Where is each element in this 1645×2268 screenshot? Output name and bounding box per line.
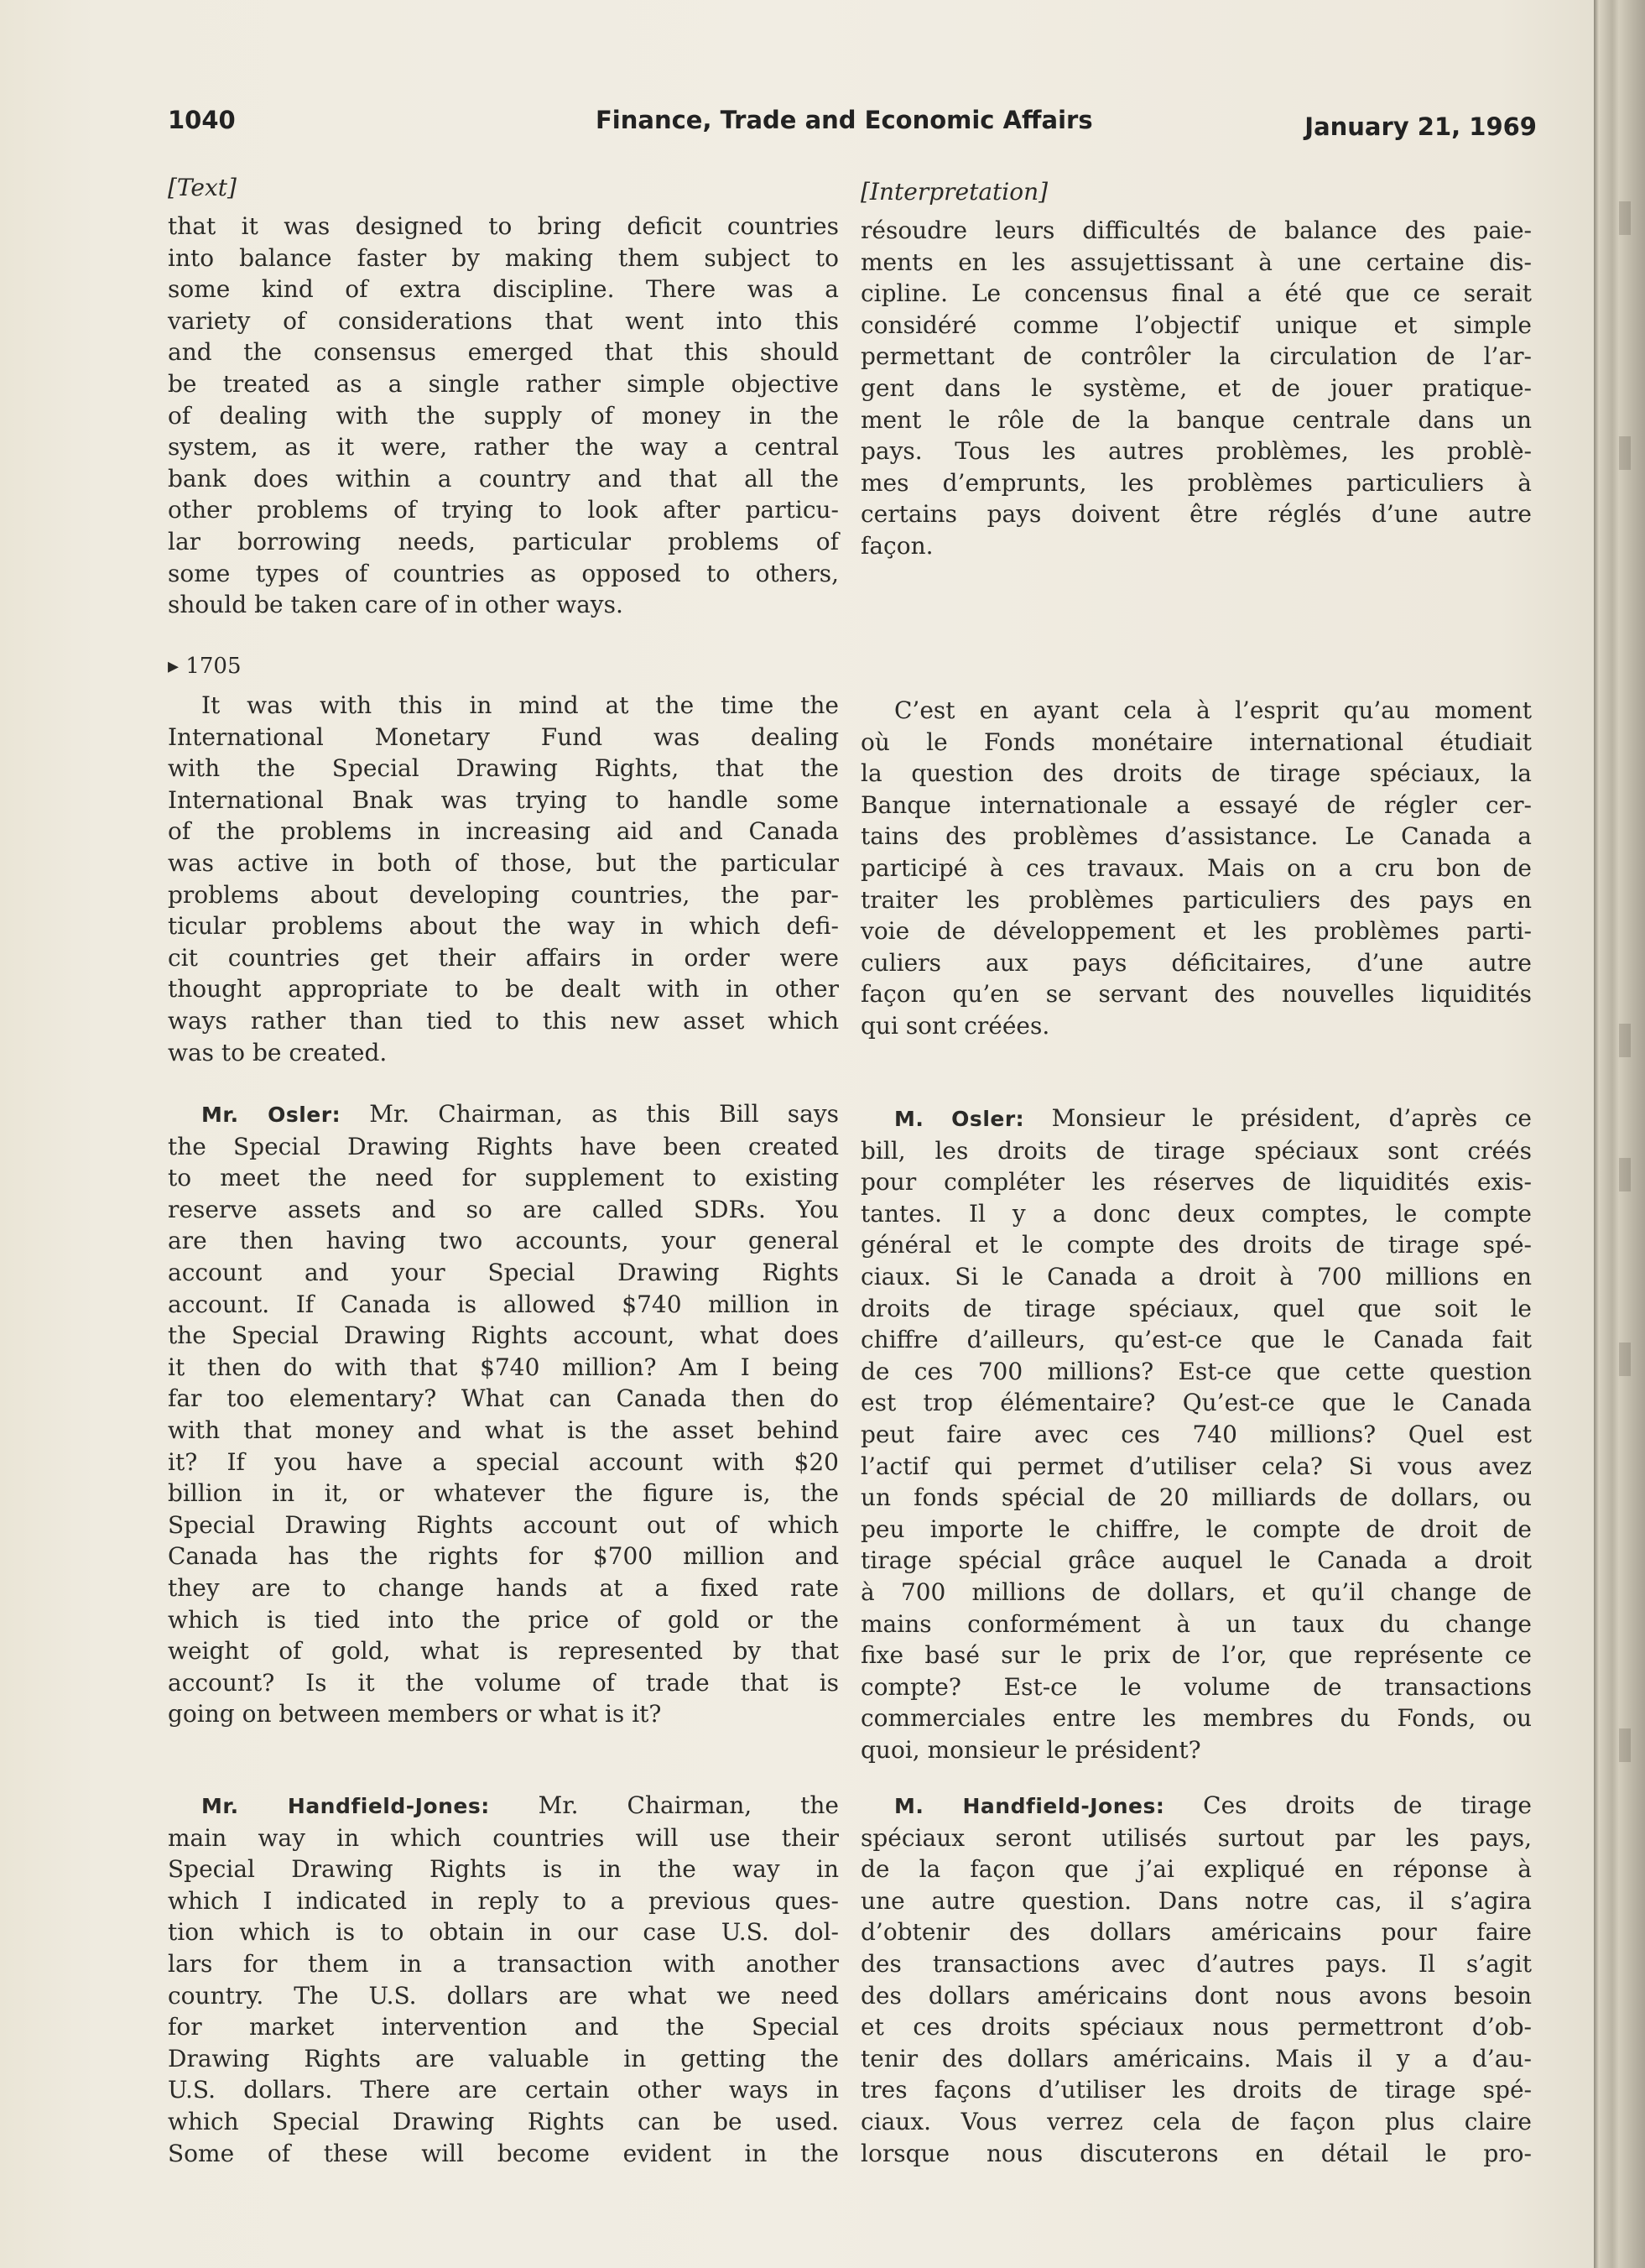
book-gutter — [1594, 0, 1645, 2268]
french-column — [861, 176, 1532, 208]
running-title: Finance, Trade and Economic Affairs — [596, 106, 1093, 134]
header-date: January 21, 1969 — [1304, 112, 1537, 141]
page-number: 1040 — [168, 106, 236, 134]
speaker-m-handfield-jones: M. Handfield-Jones: — [894, 1794, 1165, 1818]
speaker-m-osler: M. Osler: — [894, 1107, 1025, 1131]
text-label: [Text] — [168, 174, 237, 201]
french-paragraph-3: M. Osler: Monsieur le président, d’après ce bill, les droits de tirage spéciaux sont créés pour compléter les réserves de liquidités exis- tantes. Il y a donc deux comptes, le compte général et le compte des droits de tirage spé- ciaux. Si le Canada a droit à 700 millions en droits de tirage spéciaux, quel que soit le chiffre d’ailleurs, qu’est-ce que le Canada fait de ces 700 millions? Est-ce que cette question est trop élémentaire? Qu’est-ce que le Canada peut faire avec ces 740 millions? Quel est l’actif qui permet d’utiliser cela? Si vous avez un fonds spécial de 20 milliards de dollars, ou peu importe le chiffre, le compte de droit de tirage spécial grâce auquel le Canada a droit à 700 millions de dollars, et qu’il change de mains conformément à un taux du change fixe basé sur le prix de l’or, que représente ce compte? Est-ce le volume de transactions commerciales entre les membres du Fonds, ou quoi, monsieur le président? — [861, 1104, 1532, 1764]
french-paragraph-4: M. Handfield-Jones: Ces droits de tirage spéciaux seront utilisés surtout par les pays, de la façon que j’ai expliqué en réponse à une autre question. Dans notre cas, il s’agira d’obtenir des dollars américains pour faire des transactions avec d’autres pays. Il s’agit des dollars américains dont nous avons besoin et ces droits spéciaux nous permettront d’ob- tenir des dollars américains. Mais il y a d’au- tres façons d’utiliser les droits de tirage spé- ciaux. Vous verrez cela de façon plus claire lorsque nous discuterons en détail le pro- — [861, 1791, 1532, 2167]
english-paragraph-1: that it was designed to bring deficit countries into balance faster by making them subject to some kind of extra discipline. There was a variety of considerations that went into this and the consensus emerged that this should be treated as a single rather simple objective of dealing with the supply of money in the system, as it were, rather the way a central bank does within a country and that all the other problems of trying to look after particu- lar borrowing needs, particular problems of some types of countries as opposed to others, should be taken care of in other ways. — [168, 212, 839, 619]
interpretation-label: [Interpretation] — [861, 178, 1049, 206]
french-paragraph-1: résoudre leurs difficultés de balance des paie- ments en les assujettissant à une certaine dis- cipline. Le concensus final a été que ce serait considéré comme l’objectif unique et simple permettant de contrôler la circulation de l’ar- gent dans le système, et de jouer pratique- ment le rôle de la banque centrale dans un pays. Tous les autres problèmes, les problè- mes d’emprunts, les problèmes particuliers à certains pays doivent être réglés d’une autre façon. — [861, 216, 1532, 560]
speaker-osler: Mr. Osler: — [201, 1103, 341, 1127]
english-column — [168, 172, 839, 204]
speaker-handfield-jones: Mr. Handfield-Jones: — [201, 1794, 490, 1818]
french-paragraph-2: C’est en ayant cela à l’esprit qu’au moment où le Fonds monétaire international étudiait la question des droits de tirage spéciaux, la Banque internationale a essayé de régler cer- tains des problèmes d’assistance. Le Canada a participé à ces travaux. Mais on a cru bon de traiter les problèmes particuliers des pays en voie de développement et les problèmes parti- culiers aux pays déficitaires, d’une autre façon qu’en se servant des nouvelles liquidités qui sont créées. — [861, 696, 1532, 1040]
english-paragraph-4: Mr. Handfield-Jones: Mr. Chairman, the main way in which countries will use their Special Drawing Rights is in the way in which I indicated in reply to a previous ques- tion which is to obtain in our case U.S. dol- lars for them in a transaction with another country. The U.S. dollars are what we need for market intervention and the Special Drawing Rights are valuable in getting the U.S. dollars. There are certain other ways in which Special Drawing Rights can be used. Some of these will become evident in the — [168, 1791, 839, 2167]
time-marker: ▸ 1705 — [168, 654, 242, 679]
english-paragraph-2: It was with this in mind at the time the International Monetary Fund was dealing with the Special Drawing Rights, that the International Bnak was trying to handle some of the problems in increasing aid and Canada was active in both of those, but the particular problems about developing countries, the par- ticular problems about the way in which defi- cit countries get their affairs in order were thought appropriate to be dealt with in other ways rather than tied to this new asset which was to be created. — [168, 691, 839, 1066]
english-paragraph-3: Mr. Osler: Mr. Chairman, as this Bill says the Special Drawing Rights have been created to meet the need for supplement to existing reserve assets and so are called SDRs. You are then having two accounts, your general account and your Special Drawing Rights account. If Canada is allowed $740 million in the Special Drawing Rights account, what does it then do with that $740 million? Am I being far too elementary? What can Canada then do with that money and what is the asset behind it? If you have a special account with $20 billion in it, or whatever the figure is, the Special Drawing Rights account out of which Canada has the rights for $700 million and they are to change hands at a fixed rate which is tied into the price of gold or the weight of gold, what is represented by that account? Is it the volume of trade that is going on between members or what is it? — [168, 1100, 839, 1728]
page-header — [168, 101, 1537, 143]
